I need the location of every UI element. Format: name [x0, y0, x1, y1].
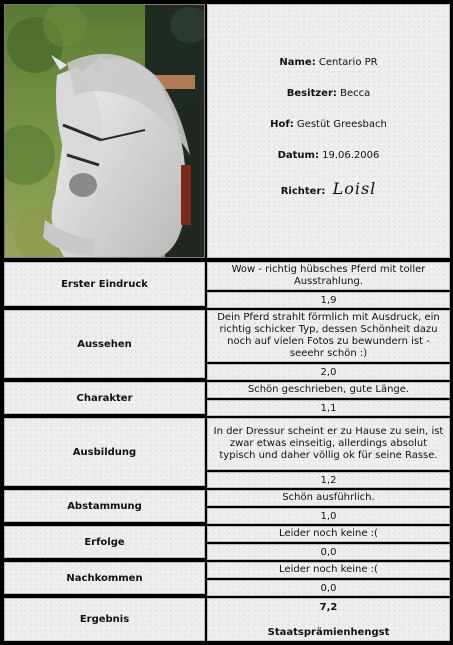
owner-row	[208, 88, 449, 99]
category-comment-charakter: Schön geschrieben, gute Länge.	[207, 382, 450, 398]
category-comment-erster-eindruck: Wow - richtig hübsches Pferd mit toller Ausstrahlung.	[207, 262, 450, 290]
category-label-aussehen: Aussehen	[4, 310, 205, 378]
farm-row	[208, 119, 449, 130]
category-label-ausbildung: Ausbildung	[4, 418, 205, 486]
result-score: 7,2	[319, 602, 338, 613]
category-score-aussehen: 2,0	[207, 364, 450, 380]
category-score-erfolge: 0,0	[207, 544, 450, 560]
category-score-charakter: 1,1	[207, 400, 450, 416]
name-row	[208, 57, 449, 68]
category-comment-nachkommen: Leider noch keine :(	[207, 562, 450, 578]
category-score-erster-eindruck: 1,9	[207, 292, 450, 308]
category-score-nachkommen: 0,0	[207, 580, 450, 596]
category-score-abstammung: 1,0	[207, 508, 450, 524]
judge-signature: Loisl	[332, 179, 377, 198]
owner-value: Becca	[340, 88, 371, 99]
result-label: Ergebnis	[4, 598, 205, 641]
judge-label: Richter:	[280, 186, 326, 197]
category-label-abstammung: Abstammung	[4, 490, 205, 522]
name-label: Name:	[279, 57, 316, 68]
category-label-erfolge: Erfolge	[4, 526, 205, 558]
horse-info-panel	[207, 4, 450, 258]
category-comment-aussehen: Dein Pferd strahlt förmlich mit Ausdruck, ein richtig schicker Typ, dessen Schönheit dazu noch auf vielen Fotos zu bewundern ist - seeehr schön :)	[207, 310, 450, 362]
date-row	[208, 150, 449, 161]
category-score-ausbildung: 1,2	[207, 472, 450, 488]
owner-label: Besitzer:	[286, 88, 337, 99]
category-comment-erfolge: Leider noch keine :(	[207, 526, 450, 542]
horse-photo-image	[5, 5, 205, 258]
farm-value: Gestüt Greesbach	[296, 119, 387, 130]
date-value: 19.06.2006	[322, 150, 380, 161]
category-label-nachkommen: Nachkommen	[4, 562, 205, 594]
category-comment-abstammung: Schön ausführlich.	[207, 490, 450, 506]
result-title: Staatsprämienhengst	[267, 627, 390, 638]
result-box	[207, 598, 450, 641]
farm-label: Hof:	[270, 119, 294, 130]
category-label-erster-eindruck: Erster Eindruck	[4, 262, 205, 306]
date-label: Datum:	[277, 150, 319, 161]
category-comment-ausbildung: In der Dressur scheint er zu Hause zu sein, ist zwar etwas einseitig, allerdings absolut typisch und daher völlig ok für seine Rasse.	[207, 418, 450, 470]
name-value: Centario PR	[318, 57, 378, 68]
horse-photo	[4, 4, 205, 258]
judge-row	[208, 179, 449, 198]
category-label-charakter: Charakter	[4, 382, 205, 414]
